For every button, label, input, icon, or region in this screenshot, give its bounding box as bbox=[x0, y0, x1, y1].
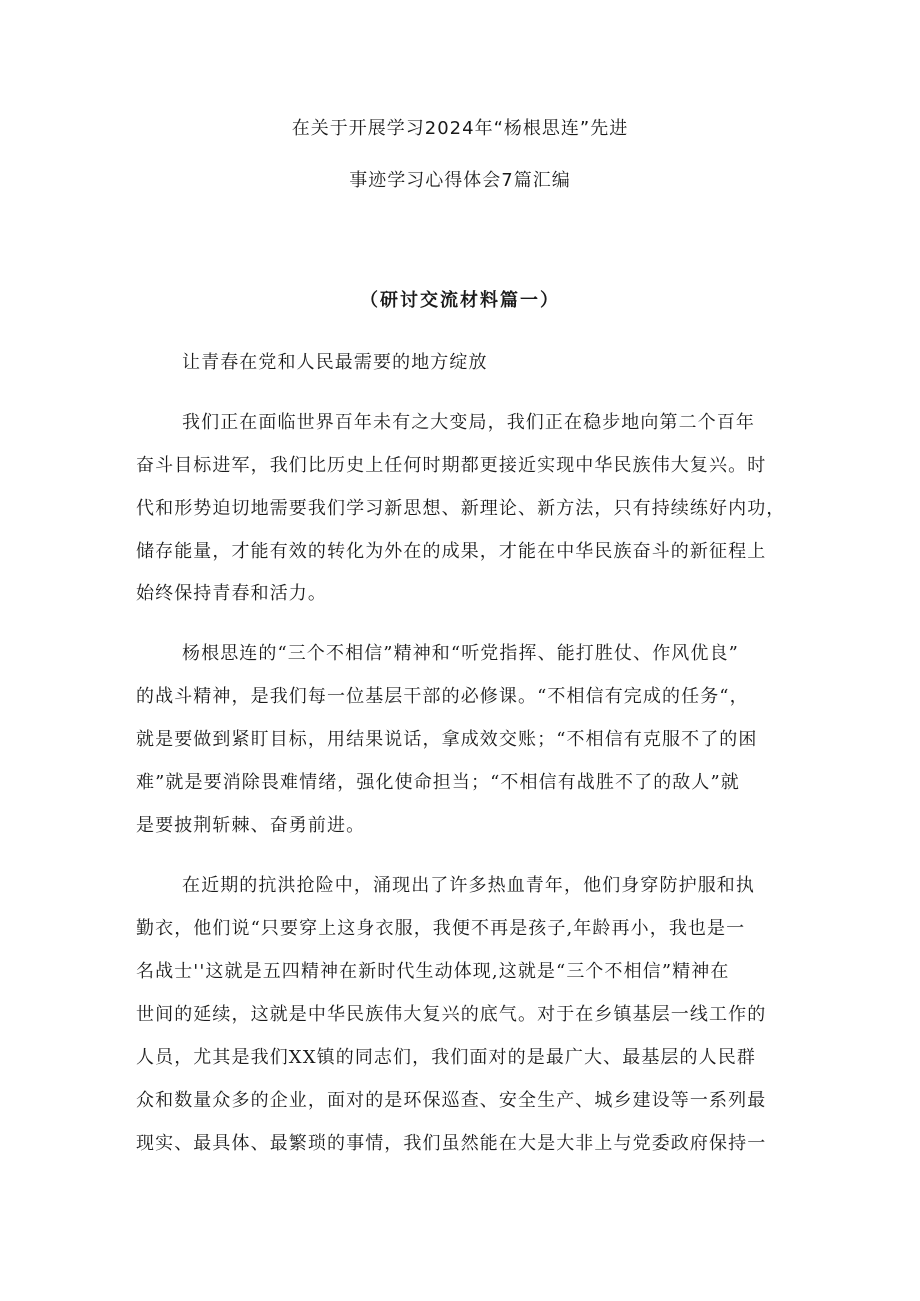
paragraph-line: 奋斗目标进军，我们比历史上任何时期都更接近实现中华民族伟大复兴。时 bbox=[136, 455, 767, 476]
paragraph-line: 现实、最具体、最繁琐的事情，我们虽然能在大是大非上与党委政府保持一 bbox=[136, 1133, 767, 1154]
section-subtitle: （研讨交流材料篇一） bbox=[360, 290, 560, 311]
section-heading: 让青春在党和人民最需要的地方绽放 bbox=[182, 352, 488, 373]
paragraph-line: 始终保持青春和活力。 bbox=[136, 583, 327, 604]
paragraph-line: 在近期的抗洪抢险中，涌现出了许多热血青年，他们身穿防护服和执 bbox=[182, 875, 755, 896]
document-title-line-1: 在关于开展学习2024年“杨根思连”先进 bbox=[291, 118, 629, 139]
paragraph-line: 我们正在面临世界百年未有之大变局，我们正在稳步地向第二个百年 bbox=[182, 412, 755, 433]
paragraph-line: 杨根思连的“三个不相信”精神和“听党指挥、能打胜仗、作风优良” bbox=[182, 643, 739, 664]
paragraph-line: 是要披荆斩棘、奋勇前进。 bbox=[136, 815, 366, 836]
paragraph-line: 代和形势迫切地需要我们学习新思想、新理论、新方法，只有持续练好内功， bbox=[136, 498, 786, 519]
paragraph-line: 世间的延续，这就是中华民族伟大复兴的底气。对于在乡镇基层一线工作的 bbox=[136, 1004, 767, 1025]
document-title-line-2: 事迹学习心得体会7篇汇编 bbox=[349, 170, 571, 191]
paragraph-line: 人员，尤其是我们XX镇的同志们，我们面对的是最广大、最基层的人民群 bbox=[136, 1047, 756, 1068]
paragraph-line: 难”就是要消除畏难情绪，强化使命担当；“不相信有战胜不了的敌人”就 bbox=[136, 772, 740, 793]
paragraph-line: 众和数量众多的企业，面对的是环保巡查、安全生产、城乡建设等一系列最 bbox=[136, 1090, 767, 1111]
paragraph-line: 储存能量，才能有效的转化为外在的成果，才能在中华民族奋斗的新征程上 bbox=[136, 541, 767, 562]
paragraph-line: 的战斗精神，是我们每一位基层干部的必修课。“不相信有完成的任务“， bbox=[136, 686, 749, 707]
paragraph-line: 勤衣，他们说“只要穿上这身衣服，我便不再是孩子,年龄再小，我也是一 bbox=[136, 918, 746, 939]
paragraph-line: 就是要做到紧盯目标，用结果说话，拿成效交账；“不相信有克服不了的困 bbox=[136, 729, 758, 750]
paragraph-line: 名战士''这就是五四精神在新时代生动体现,这就是“三个不相信”精神在 bbox=[136, 961, 730, 982]
